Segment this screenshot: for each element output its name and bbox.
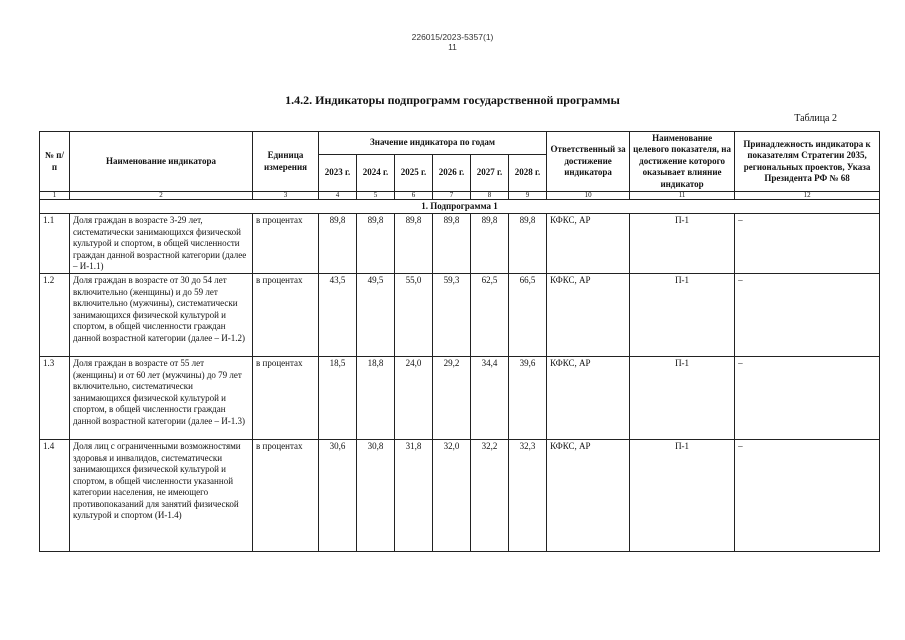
header-values-group: Значение индикатора по годам: [319, 132, 547, 155]
indicator-unit: в процентах: [253, 357, 319, 440]
column-number: 7: [433, 192, 471, 200]
indicator-responsible: КФКС, АР: [547, 274, 630, 357]
column-number: 9: [509, 192, 547, 200]
indicator-value: 89,8: [319, 214, 357, 274]
indicator-value: 59,3: [433, 274, 471, 357]
header-unit: Единица измерения: [253, 132, 319, 192]
subprogram-title: 1. Подпрограмма 1: [40, 200, 880, 214]
indicator-belongs: –: [735, 274, 880, 357]
header-year: 2025 г.: [395, 154, 433, 191]
indicator-value: 49,5: [357, 274, 395, 357]
indicator-name: Доля граждан в возрасте 3-29 лет, систематически занимающихся физической культурой и спортом, в общей численности граждан данной возрастной категории (далее – И-1.1): [70, 214, 253, 274]
indicator-value: 30,8: [357, 440, 395, 552]
indicator-name: Доля лиц с ограниченными возможностями здоровья и инвалидов, систематически занимающихся физической культурой и спортом, в общей численности указанной категории населения, не имеющего противопоказаний для занятий физической культурой и спортом (И-1.4): [70, 440, 253, 552]
indicator-value: 66,5: [509, 274, 547, 357]
indicator-unit: в процентах: [253, 274, 319, 357]
indicator-value: 32,3: [509, 440, 547, 552]
header-target: Наименование целевого показателя, на достижение которого оказывает влияние индикатор: [630, 132, 735, 192]
column-number: 6: [395, 192, 433, 200]
indicator-value: 89,8: [357, 214, 395, 274]
header-num: № п/п: [40, 132, 70, 192]
column-number: 11: [630, 192, 735, 200]
indicator-value: 89,8: [471, 214, 509, 274]
indicator-responsible: КФКС, АР: [547, 214, 630, 274]
header-year: 2028 г.: [509, 154, 547, 191]
row-num: 1.4: [40, 440, 70, 552]
indicator-belongs: –: [735, 214, 880, 274]
column-number: 5: [357, 192, 395, 200]
column-number: 8: [471, 192, 509, 200]
column-number: 10: [547, 192, 630, 200]
indicator-unit: в процентах: [253, 214, 319, 274]
indicator-target: П-1: [630, 274, 735, 357]
indicator-target: П-1: [630, 357, 735, 440]
indicator-name: Доля граждан в возрасте от 30 до 54 лет включительно (женщины) и до 59 лет включительно (мужчины), систематически занимающихся физической культурой и спортом, в общей численности граждан данной возрастной категории (далее – И-1.2): [70, 274, 253, 357]
indicator-value: 89,8: [509, 214, 547, 274]
page-number: 11: [448, 42, 457, 52]
row-num: 1.2: [40, 274, 70, 357]
indicator-value: 24,0: [395, 357, 433, 440]
header-name: Наименование индикатора: [70, 132, 253, 192]
header-year: 2026 г.: [433, 154, 471, 191]
indicator-value: 39,6: [509, 357, 547, 440]
header-belongs: Принадлежность индикатора к показателям Стратегии 2035, региональных проектов, Указа Президента РФ № 68: [735, 132, 880, 192]
column-number: 1: [40, 192, 70, 200]
column-numbers-row: [40, 192, 880, 200]
table-row: [40, 274, 880, 357]
indicator-belongs: –: [735, 357, 880, 440]
indicator-value: 89,8: [433, 214, 471, 274]
indicator-value: 30,6: [319, 440, 357, 552]
indicator-unit: в процентах: [253, 440, 319, 552]
row-num: 1.3: [40, 357, 70, 440]
column-number: 12: [735, 192, 880, 200]
header-responsible: Ответственный за достижение индикатора: [547, 132, 630, 192]
header-year: 2027 г.: [471, 154, 509, 191]
column-number: 3: [253, 192, 319, 200]
section-row: [40, 200, 880, 214]
indicator-name: Доля граждан в возрасте от 55 лет (женщины) и от 60 лет (мужчины) до 79 лет включительно, систематически занимающихся физической культурой и спортом, в общей численности граждан данной возрастной категории (далее – И-1.3): [70, 357, 253, 440]
table-row: [40, 440, 880, 552]
row-num: 1.1: [40, 214, 70, 274]
indicator-value: 31,8: [395, 440, 433, 552]
section-title: 1.4.2. Индикаторы подпрограмм государственной программы: [285, 93, 620, 107]
column-number: 4: [319, 192, 357, 200]
column-number: 2: [70, 192, 253, 200]
indicator-value: 18,5: [319, 357, 357, 440]
indicator-value: 89,8: [395, 214, 433, 274]
indicator-target: П-1: [630, 440, 735, 552]
indicator-value: 29,2: [433, 357, 471, 440]
indicator-value: 18,8: [357, 357, 395, 440]
indicator-value: 62,5: [471, 274, 509, 357]
table-row: [40, 357, 880, 440]
document-number: 226015/2023-5357(1): [411, 32, 494, 42]
indicators-table: [39, 131, 880, 552]
indicator-value: 55,0: [395, 274, 433, 357]
document-header: [0, 32, 905, 52]
table-row: [40, 214, 880, 274]
indicator-target: П-1: [630, 214, 735, 274]
header-year: 2023 г.: [319, 154, 357, 191]
indicator-value: 34,4: [471, 357, 509, 440]
indicator-responsible: КФКС, АР: [547, 357, 630, 440]
indicator-value: 32,0: [433, 440, 471, 552]
table-label: Таблица 2: [794, 113, 837, 124]
indicator-responsible: КФКС, АР: [547, 440, 630, 552]
indicator-value: 32,2: [471, 440, 509, 552]
indicator-value: 43,5: [319, 274, 357, 357]
header-year: 2024 г.: [357, 154, 395, 191]
indicator-belongs: –: [735, 440, 880, 552]
